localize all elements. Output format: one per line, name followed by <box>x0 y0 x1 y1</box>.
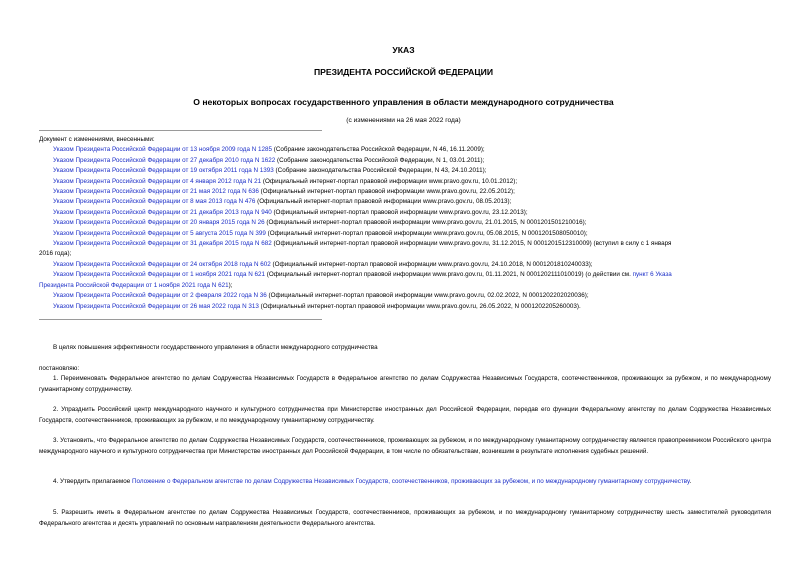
amendment-source: (Официальный интернет-портал правовой информации www.pravo.gov.ru, 26.05.2022, N 0001202205260003). <box>258 302 581 310</box>
amendment-link[interactable]: Указом Президента Российской Федерации от 24 октября 2018 года N 602 <box>53 260 271 268</box>
paragraph-4-suffix: . <box>689 478 692 485</box>
amendment-link[interactable]: Указом Президента Российской Федерации от 4 января 2012 года N 21 <box>53 177 262 185</box>
amendment-item <box>39 218 771 228</box>
clause-6-link[interactable]: пункт 6 Указа <box>632 271 672 279</box>
amendment-item <box>39 208 771 218</box>
paragraph-4-prefix: 4. Утвердить прилагаемое <box>53 478 132 485</box>
amendment-link[interactable]: Указом Президента Российской Федерации от 20 января 2015 года N 26 <box>53 219 265 227</box>
decree-word: постановляю: <box>39 365 80 372</box>
preamble: В целях повышения эффективности государственного управления в области международного сотрудничества <box>53 344 378 351</box>
amendment-source: (Официальный интернет-портал правовой информации www.pravo.gov.ru, 10.01.2012); <box>261 177 518 185</box>
amendment-source: (Официальный интернет-портал правовой информации www.pravo.gov.ru, 08.05.2013); <box>255 198 512 206</box>
amendment-source: (Официальный интернет-портал правовой информации www.pravo.gov.ru, 23.12.2013); <box>271 208 528 216</box>
amendment-item <box>39 166 771 176</box>
amendment-item <box>39 156 771 166</box>
amendment-source: (Собрание законодательства Российской Федерации, N 43, 24.10.2011); <box>273 167 487 175</box>
amendment-source: (Официальный интернет-портал правовой информации www.pravo.gov.ru, 21.01.2015, N 0001201501210016); <box>264 219 587 227</box>
amendment-item <box>39 291 771 301</box>
amendment-item <box>39 239 771 249</box>
paragraph-1: 1. Переименовать Федеральное агентство по делам Содружества Независимых Государств в Федеральное агентство по делам Содружества Независимых Государств, соотечественников, проживающих за рубежом, и по международному гуманитарному сотрудничеству. <box>39 375 771 393</box>
amendment-item-continuation: 2016 года); <box>39 250 72 258</box>
amendment-item <box>39 260 771 270</box>
clause-6-link-continued[interactable]: Президента Российской Федерации от 1 ноября 2021 года N 621 <box>39 281 229 289</box>
amendment-link[interactable]: Указом Президента Российской Федерации от 5 августа 2015 года N 399 <box>53 229 266 237</box>
regulation-link[interactable]: Положение о Федеральном агентстве по делам Содружества Независимых Государств, соотечественников, проживающих за рубежом, и по международному гуманитарному сотрудничеству <box>131 478 690 485</box>
amendment-item <box>39 302 771 312</box>
amendment-source: (Собрание законодательства Российской Федерации, N 46, 16.11.2009); <box>272 146 485 154</box>
issuer-title: ПРЕЗИДЕНТА РОССИЙСКОЙ ФЕДЕРАЦИИ <box>313 67 494 77</box>
amendment-source: (Официальный интернет-портал правовой информации www.pravo.gov.ru, 24.10.2018, N 0001201810240033); <box>270 260 593 268</box>
paragraph-3: 3. Установить, что Федеральное агентство по делам Содружества Независимых Государств, соотечественников, проживающих за рубежом, и по международному гуманитарному сотрудничеству является правопреемником Российского центра международного научного и культурного сотрудничества при Министерстве иностранных дел Российской Федерации, в том числе по обязательствам, возникшим в результате исполнения судебных решений. <box>39 437 771 455</box>
amendments-intro: Документ с изменениями, внесенными: <box>39 136 155 143</box>
paragraph-2: 2. Упразднить Российский центр международного научного и культурного сотрудничества при Министерстве иностранных дел Российской Федерации, передав его функции Федеральному агентству по делам Содружества Независимых Государств, соотечественников, проживающих за рубежом, и по международному гуманитарному сотрудничеству. <box>39 406 771 424</box>
amendment-item <box>39 229 771 239</box>
amendment-link[interactable]: Указом Президента Российской Федерации от 8 мая 2013 года N 476 <box>53 198 256 206</box>
amendment-item <box>39 270 771 280</box>
document-title: О некоторых вопросах государственного управления в области международного сотрудничества <box>193 97 614 107</box>
amendments-list <box>39 135 771 312</box>
paragraph-5: 5. Разрешить иметь в Федеральном агентстве по делам Содружества Независимых Государств, соотечественников, проживающих за рубежом, и по международному гуманитарному сотрудничеству шесть заместителей руководителя Федерального агентства и десять управлений по основным направлениям деятельности Федерального агентства. <box>39 509 771 527</box>
amendment-item <box>39 177 771 187</box>
amendment-source: (Официальный интернет-портал правовой информации www.pravo.gov.ru, 31.12.2015, N 0001201512310009) (вступил в силу с 1 января <box>271 240 672 248</box>
amendment-item-continuation <box>39 281 771 291</box>
amendment-link[interactable]: Указом Президента Российской Федерации от 26 мая 2022 года N 313 <box>53 302 259 310</box>
amendment-source: (Официальный интернет-портал правовой информации www.pravo.gov.ru, 02.02.2022, N 0001202202020036); <box>266 292 589 300</box>
amendment-item <box>39 145 771 155</box>
doc-type-title: УКАЗ <box>392 45 415 55</box>
amendment-link[interactable]: Указом Президента Российской Федерации от 1 ноября 2021 года N 621 <box>53 271 266 279</box>
amendment-link[interactable]: Указом Президента Российской Федерации от 13 ноября 2009 года N 1285 <box>53 146 273 154</box>
amendment-item <box>39 197 771 207</box>
amendment-item <box>39 187 771 197</box>
amendment-link[interactable]: Указом Президента Российской Федерации от 2 февраля 2022 года N 36 <box>53 292 267 300</box>
amendment-link[interactable]: Указом Президента Российской Федерации от 27 декабря 2010 года N 1622 <box>53 156 276 164</box>
amendment-link[interactable]: Указом Президента Российской Федерации от 19 октября 2011 года N 1393 <box>53 167 274 175</box>
revision-note: (с изменениями на 26 мая 2022 года) <box>346 117 461 124</box>
amendment-source: (Официальный интернет-портал правовой информации www.pravo.gov.ru, 05.08.2015, N 0001201508050010); <box>265 229 588 237</box>
bottom-divider <box>39 319 322 320</box>
amendment-link[interactable]: Указом Президента Российской Федерации от 21 мая 2012 года N 636 <box>53 188 259 196</box>
amendment-link[interactable]: Указом Президента Российской Федерации от 21 декабря 2013 года N 940 <box>53 208 272 216</box>
amendment-link[interactable]: Указом Президента Российской Федерации от 31 декабря 2015 года N 682 <box>53 240 272 248</box>
amendment-source: (Официальный интернет-портал правовой информации www.pravo.gov.ru, 01.11.2021, N 0001202111010019) (о действии см. <box>265 271 633 279</box>
amendment-source: (Официальный интернет-портал правовой информации www.pravo.gov.ru, 22.05.2012); <box>258 188 515 196</box>
paragraph-4 <box>39 477 771 488</box>
amendment-source: (Собрание законодательства Российской Федерации, N 1, 03.01.2011); <box>275 156 485 164</box>
amendment-source: ); <box>228 281 233 289</box>
top-divider <box>39 130 322 131</box>
